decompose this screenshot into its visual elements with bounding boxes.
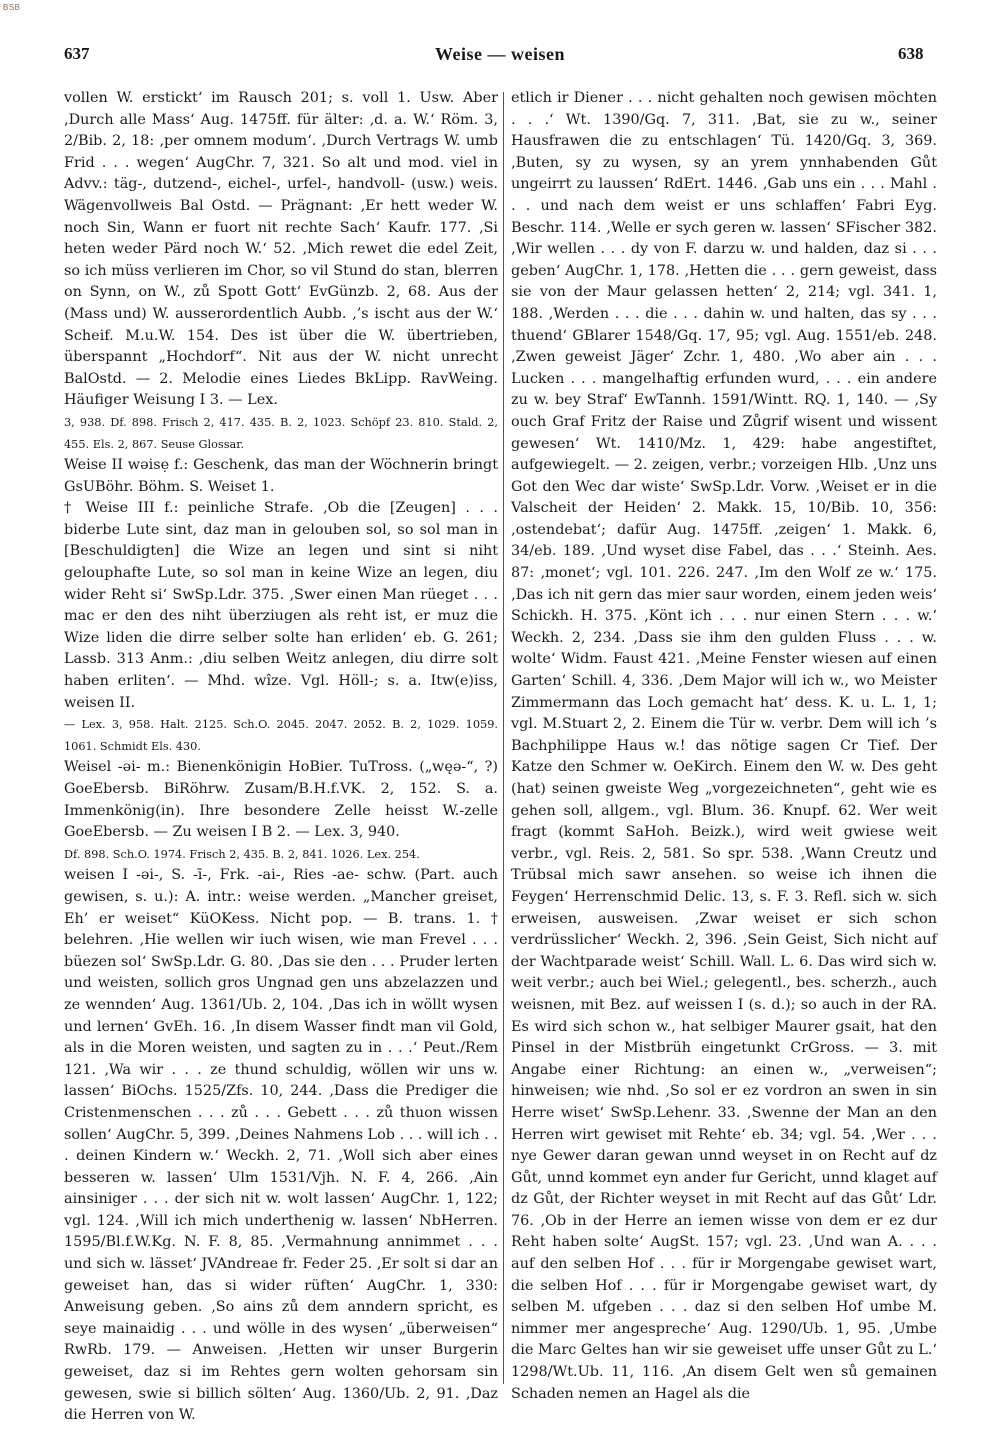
running-headword: Weise — weisen (435, 44, 565, 64)
column-divider (503, 92, 504, 1384)
entry-weisen-i: weisen I -əi-, S. -ī-, Frk. -ai-, Ries -ae- schw. (Part. auch gewisen, s. u.): A. intr.: weise werden. „Mancher greiset, Eh’ er weiset“ KüOKess. Nicht pop. — B. trans. 1. † belehren. ‚Hie wellen wir iuch wisen, wie man Frevel . . . büezen sol‘ SwSp.Ldr. G. 80. ‚Das sie den . . . Pruder lerten und weisten, sollich gros Ungnad gen uns abzelazzen und ze wennden‘ Aug. 1361/Ub. 2, 104. ‚Das ich in wöllt wysen und lernen‘ GvEh. 16. ‚In disem Wasser findt man vil Gold, als in die Moren weisten, und sagten zu in . . .‘ Peut./Rem 121. ‚Wa wir . . . ze thund schuldig, wöllen wir uns w. lassen‘ BiOchs. 1525/Zfs. 10, 244. ‚Dass die Prediger die Cristenmenschen . . . zů . . . Gebett . . . zů thuon wissen sollen‘ AugChr. 5, 399. ‚Deines Nahmens Lob . . . will ich . . . deinen Kindern w.‘ Weckh. 2, 71. ‚Woll sich aber eines besseren w. lassen‘ Ulm 1531/Vjh. N. F. 4, 266. ‚Ain ainsiniger . . . der sich nit w. wolt lassen‘ AugChr. 1, 122; vgl. 124. ‚Will ich mich underthenig w. lassen‘ NbHerren. 1595/Bl.f.W.Kg. N. F. 8, 85. ‚Vermahnung annimmet . . . und sich w. lässet‘ JVAndreae fr. Feder 25. ‚Er solt si dar an geweiset han, das si wider rüften‘ AugChr. 1, 330: Anweisung geben. ‚So ains zů dem anndern spricht, es seye mainaidig . . . und wölle in des wysen‘ „überweisen“ RwRb. 179. — Anweisen. ‚Hetten wir unser Burgerin geweiset, daz si im Rehtes gern wolten gehorsam sin gewesen, swie si billich sölten‘ Aug. 1360/Ub. 2, 91. ‚Daz die Herren von W. (64, 867, 498, 1424)
entry-weisel: Weisel -əi- m.: Bienenkönigin HoBier. TuTross. („węə-“, ?) GoeEbersb. BiRöhrw. Zusam/B.H.f.VK. 2, 152. S. a. Immenkönig(in). Ihre besondere Zelle heisst W.-zelle GoeEbersb. — Zu weisen I B 2. — Lex. 3, 940. (64, 759, 498, 841)
entry-paragraph: etlich ir Diener . . . nicht gehalten noch gewisen möchten . . .‘ Wt. 1390/Gq. 7, 311. ‚Bat, sie zu w., seiner Hausfrawen die zu entschlagen‘ Tü. 1420/Gq. 3, 369. ‚Buten, sy zu wysen, sy an yrem ynnhabenden Gůt ungeirrt zu laussen‘ RdErt. 1446. ‚Gab uns ein . . . Mahl . . . und nach dem weist er uns schlaffen‘ Fabri Eyg. Beschr. 114. ‚Welle er sych geren w. lassen‘ SFischer 382. ‚Wir wellen . . . dy von F. darzu w. und halden, daz si . . . geben‘ AugChr. 1, 178. ‚Hetten die . . . gern geweist, dass sie von der Maur gelassen hetten‘ 2, 214; vgl. 341. 1, 188. ‚Werden . . . die . . . dahin w. und halten, das sy . . . thuend‘ GBlarer 1548/Gq. 17, 95; vgl. Aug. 1551/eb. 248. ‚Zwen geweist Jäger‘ Zchr. 1, 480. ‚Wo aber ain . . . Lucken . . . mangelhaftig erfunden wurd, . . . ein andere zu w. bey Straf‘ EwTannh. 1591/Wintt. RQ. 1, 140. — ‚Sy ouch Graf Fritz der Raise und Zůgrif wisent und wissent gewesen‘ Wt. 1410/Mz. 1, 429: habe angestiftet, aufgewiegelt. — 2. zeigen, verbr.; vorzeigen Hlb. ‚Unz uns Got den Wec dar wiste‘ SwSp.Ldr. Vorw. ‚Weiset er in die Valscheit der Heiden‘ 2. Makk. 15, 10/Bib. 10, 356: ‚ostendebat‘; dafür Aug. 1475ff. ‚zeigen‘ 1. Makk. 6, 34/eb. 189. ‚Und wyset dise Fabel, das . . .‘ Steinh. Aes. 87: ‚monet‘; vgl. 101. 226. 247. ‚Im den Wolf ze w.‘ 175. ‚Das ich nit gern das mier saur worden, einem jeden weis‘ Schickh. H. 375. ‚Könt ich . . . nur einen Stern . . . w.‘ Weckh. 2, 234. ‚Dass sie ihm den gulden Fluss . . . w. wolte‘ Widm. Faust 421. ‚Meine Fenster wiesen auf einen Garten‘ Schill. 4, 336. ‚Dem Major will ich w., wo Meister Zimmermann das Loch gemacht hat‘ dess. K. u. L. 1, 1; vgl. M.Stuart 2, 2. Einem die Tür w. verbr. Dem will ich ’s Bachphilippe Haus w.! das nötige sagen Cr Tief. Der Katze den Schmer w. OeKirch. Einem den W. w. Des geht (hat) seinen gweiste Weg „vorgezeichneten“, geht wie es gehen soll, allgem., vgl. Blum. 36. Knupf. 62. Wer weit fragt (kommt SaHoh. Beizk.), wird weit gwiese weit verbr., vgl. Reis. 2, 581. So spr. 538. ‚Wann Creutz und Trübsal mich sawr ansehen. so weise ich ihnen die Feygen‘ Herrenschmid Delic. 13, s. F. 3. Refl. sich w. sich erweisen, ausweisen. ‚Zwar weiset er sich schon verdrüsslicher‘ Weckh. 2, 396. ‚Sein Geist, Sich nicht auf der Wachtparade weist‘ Schill. Wall. L. 6. Das wird sich w. weit verbr.; auch bei Wiel.; gelegentl., bes. scherzh., auch weisnen, mit Bez. auf weissen I (s. d.); so auch in der RA. Es wird sich schon w., hat selbiger Maurer gsait, hat den Pinsel in der Mistbrüh eingetunkt CrGross. — 3. mit Angabe einer Richtung: an einen w., „verweisen“; hinweisen; wie nhd. ‚So sol er ez vordron an swen in sin Herre wiset‘ SwSp.Lehenr. 33. ‚Swenne der Man an den Herren wirt gewiset mit Rehte‘ eb. 34; vgl. 54. ‚Wer . . . nye Gewer daran gewan unnd weyset in on Recht auf dz Gůt, unnd kommet eyn ander fur Gericht, unnd klaget auf dz Gůt, der Richter weyset in mit Recht auf das Gůt‘ Ldr. 76. ‚Ob in der Herre an iemen wisse von dem er ez dur Reht haben solte‘ AugSt. 157; vgl. 23. ‚Und wan A. . . . auf den selben Hof . . . für ir Morgengabe gewiset wart, die selben Hof . . . für ir Morgengabe gewiset wart, dy selben M. ufgeben . . . daz si den selben Hof umbe M. nimmer mer angespreche‘ Aug. 1290/Ub. 1, 95. ‚Umbe die Marc Geltes han wir sie geweiset uffe unser Gůt zu L.‘ 1298/Wt.Ub. 11, 116. ‚An disem Gelt wen sů gemainen Schaden nemen an Hagel als die (511, 90, 937, 1402)
page-number-right: 638 (898, 44, 924, 63)
entry-paragraph: vollen W. erstickt‘ im Rausch 201; s. voll 1. Usw. Aber ‚Durch alle Mass‘ Aug. 1475ff. für älter: ‚d. a. W.‘ Röm. 3, 2/Bib. 2, 18: ‚per omnem modum‘. ‚Durch Vertrags W. umb Frid . . . wegen‘ AugChr. 7, 321. So alt und mod. viel in Advv.: täg-, dutzend-, eichel-, urfel-, handvoll- (usw.) weis. Wägenvollweis Bal Ostd. — Prägnant: ‚Er hett weder W. noch Sin, Wann er fuort nit rechte Sach‘ Kaufr. 177. ‚Si heten weder Pärd noch W.‘ 52. ‚Mich rewet die edel Zeit, so ich müss verlieren im Chor, so vil Stund do stan, blerren on Synn, on W., zů Spott Gott‘ EvGünzb. 2, 68. Aus der (Mass und) W. ausserordentlich Aubb. ‚’s ischt aus der W.‘ Scheif. M.u.W. 154. Des ist über die W. übertrieben, überspannt „Hochdorf“. Nit aus der W. nicht unrecht BalOstd. — 2. Melodie eines Liedes BkLipp. RavWeing. Häufiger Weisung I 3. — Lex. (64, 90, 498, 409)
entry-weise-ii: Weise II wəisẹ f.: Geschenk, das man der Wöchnerin bringt GsUBöhr. Böhm. S. Weiset 1. (64, 457, 498, 495)
reference-line: — Lex. 3, 958. Halt. 2125. Sch.O. 2045. 2047. 2052. B. 2, 1029. 1059. 1061. Schmidt Els. 430. (64, 718, 498, 753)
library-stamp: BSB (3, 3, 21, 12)
entry-weise-iii: † Weise III f.: peinliche Strafe. ‚Ob die [Zeugen] . . . biderbe Lute sint, daz man in gelouben sol, so sol man in [Beschuldigten] die Wize an legen und sint si niht gelouphafte Lute, so sol man in keine Wize an legen, diu wider Reht si‘ SwSp.Ldr. 375. ‚Swer einen Man rüeget . . . mac er den des niht überziugen als reht ist, er muz die Wize liden die dirre selber solte han erliden‘ eb. G. 261; Lassb. 313 Anm.: ‚diu selben Weitz anlegen, diu dirre solt haben erliten‘. — Mhd. wîze. Vgl. Höll-; s. a. Itw(e)iss, weisen II. (64, 500, 498, 711)
reference-line: 3, 938. Df. 898. Frisch 2, 417. 435. B. 2, 1023. Schöpf 23. 810. Stald. 2, 455. Els. 2, 867. Seuse Glossar. (64, 415, 498, 451)
right-column (511, 88, 937, 1402)
reference-line: Df. 898. Sch.O. 1974. Frisch 2, 435. B. 2, 841. 1026. Lex. 254. (64, 847, 420, 861)
page-number-left: 637 (64, 44, 90, 63)
page-header (0, 44, 1000, 68)
left-column (64, 88, 498, 1424)
